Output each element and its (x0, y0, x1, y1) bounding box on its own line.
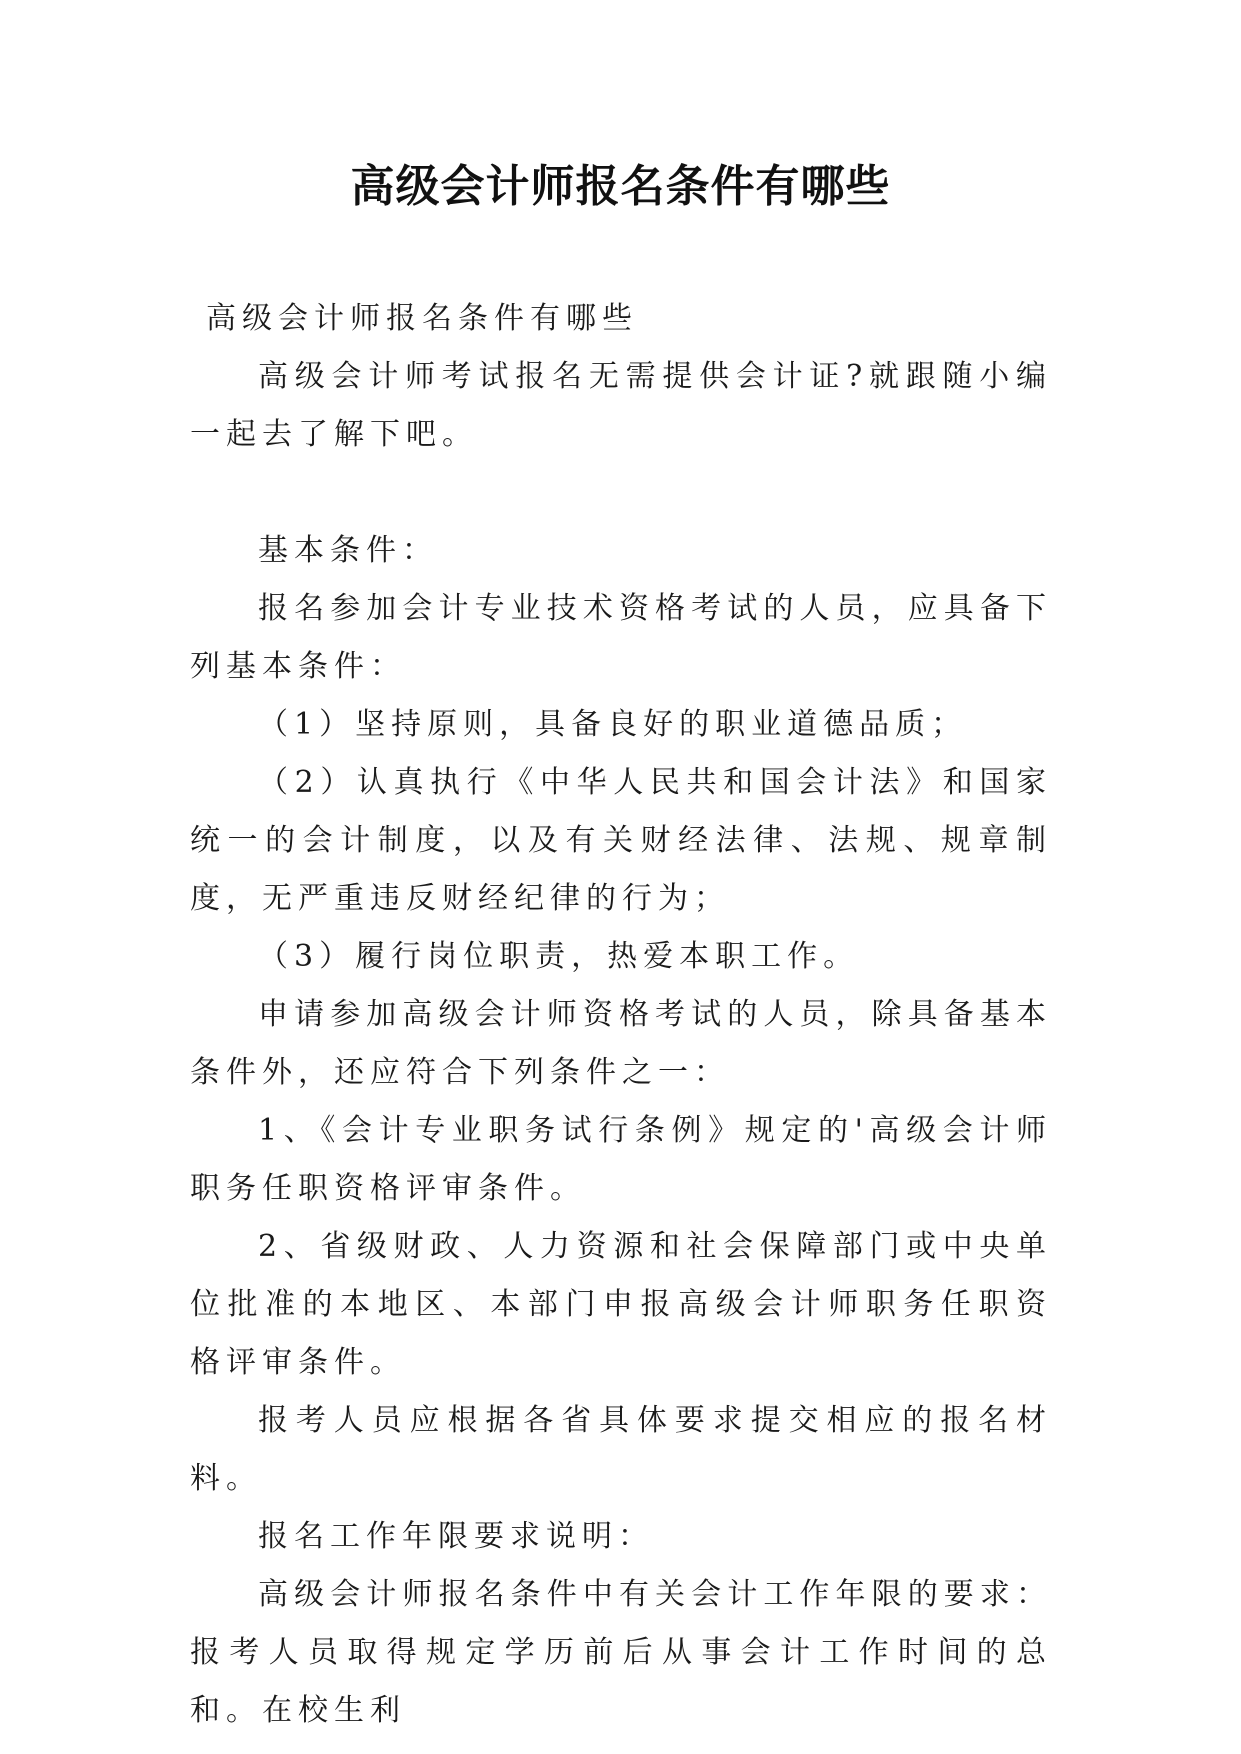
document-body (190, 290, 1052, 1740)
paragraph-condition-3: （3）履行岗位职责，热爱本职工作。 (258, 939, 860, 974)
paragraph-work-years-heading: 报名工作年限要求说明： (258, 1519, 654, 1554)
paragraph-requirement-2: 2、省级财政、人力资源和社会保障部门或中央单位批准的本地区、本部门申报高级会计师职务任职资格评审条件。 (190, 1229, 1052, 1380)
paragraph-condition-2: （2）认真执行《中华人民共和国会计法》和国家统一的会计制度，以及有关财经法律、法规、规章制度，无严重违反财经纪律的行为； (190, 765, 1052, 916)
paragraph-basic-conditions-heading: 基本条件： (258, 533, 438, 568)
paragraph-basic-conditions: 报名参加会计专业技术资格考试的人员，应具备下列基本条件： (190, 591, 1052, 684)
document-title: 高级会计师报名条件有哪些 (350, 161, 891, 212)
paragraph-work-years: 高级会计师报名条件中有关会计工作年限的要求：报考人员取得规定学历前后从事会计工作时间的总和。在校生利 (190, 1577, 1052, 1728)
paragraph-materials: 报考人员应根据各省具体要求提交相应的报名材料。 (190, 1403, 1052, 1496)
paragraph-condition-1: （1）坚持原则，具备良好的职业道德品质； (258, 707, 968, 742)
document-subtitle: 高级会计师报名条件有哪些 (206, 301, 638, 336)
paragraph-intro: 高级会计师考试报名无需提供会计证?就跟随小编一起去了解下吧。 (190, 359, 1052, 452)
paragraph-senior-requirements: 申请参加高级会计师资格考试的人员，除具备基本条件外，还应符合下列条件之一： (190, 997, 1052, 1090)
paragraph-spacer (190, 464, 1052, 522)
paragraph-requirement-1: 1、《会计专业职务试行条例》规定的'高级会计师职务任职资格评审条件。 (190, 1113, 1052, 1206)
